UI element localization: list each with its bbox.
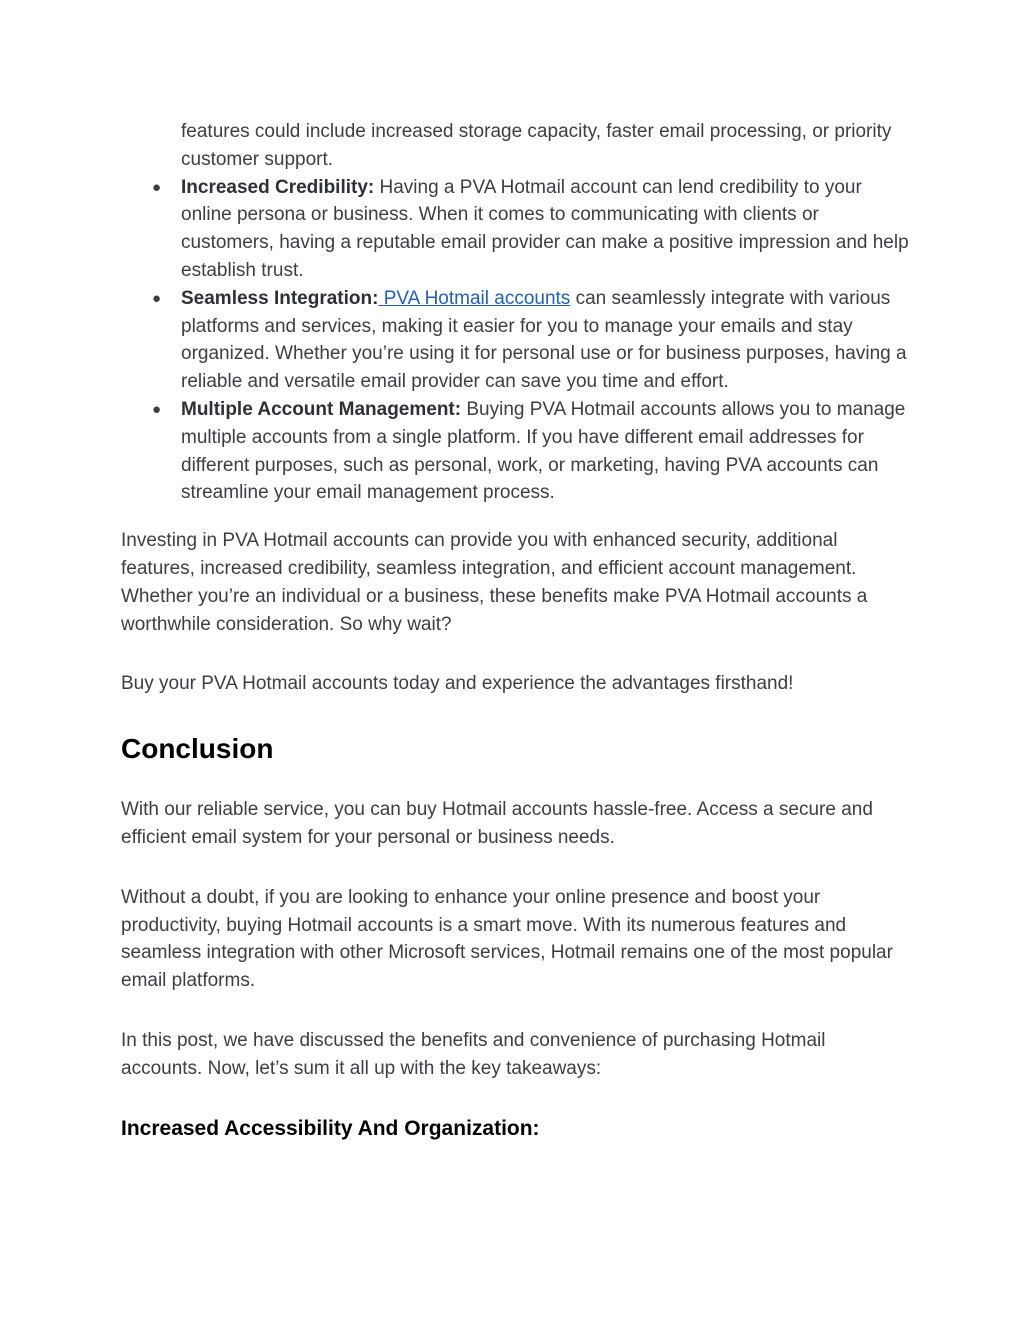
conclusion-heading: Conclusion [121, 733, 274, 765]
list-item [121, 396, 911, 507]
bullet-lead-in: Multiple Account Management: [181, 398, 462, 420]
pva-hotmail-accounts-link[interactable]: PVA Hotmail accounts [378, 287, 571, 309]
benefits-list [121, 174, 911, 508]
bullet-text: can seamlessly integrate with various platforms and services, making it easier for you to manage your emails and stay organized. Whether you’re using it for personal use or for business purposes, having a reliable and versatile email provider can save you time and effort. [181, 287, 907, 393]
bullet-text: Buying PVA Hotmail accounts allows you to manage multiple accounts from a single platform. If you have different email addresses for different purposes, such as personal, work, or marketing, having PVA accounts can streamline your email management process. [181, 398, 906, 504]
investing-paragraph: Investing in PVA Hotmail accounts can provide you with enhanced security, additional features, increased credibility, seamless integration, and efficient account management. Whether you’re an individual or a business, these benefits make PVA Hotmail accounts a worthwhile consideration. So why wait? [121, 530, 868, 635]
without-doubt-paragraph: Without a doubt, if you are looking to enhance your online presence and boost your productivity, buying Hotmail accounts is a smart move. With its numerous features and seamless integration with other Microsoft services, Hotmail remains one of the most popular email platforms. [121, 886, 893, 992]
bullet-dot-icon: ● [152, 178, 162, 196]
bullet-text: Having a PVA Hotmail account can lend credibility to your online persona or business. When it comes to communicating with clients or customers, having a reputable email provider can make a positive impression and help establish trust. [181, 176, 909, 281]
in-this-post-paragraph: In this post, we have discussed the benefits and convenience of purchasing Hotmail accounts. Now, let’s sum it all up with the key takeaways: [121, 1029, 826, 1079]
bullet-lead-in: Increased Credibility: [181, 176, 375, 198]
bullet-dot-icon: ● [152, 400, 162, 418]
list-item [121, 174, 911, 285]
list-item [121, 285, 911, 396]
accessibility-heading: Increased Accessibility And Organization: [121, 1116, 540, 1140]
document-page [121, 118, 911, 1143]
reliable-service-paragraph: With our reliable service, you can buy Hotmail accounts hassle-free. Access a secure and efficient email system for your personal or business needs. [121, 799, 873, 848]
bullet-lead-in: Seamless Integration: [181, 287, 379, 309]
bullet-dot-icon: ● [152, 289, 162, 307]
buy-paragraph: Buy your PVA Hotmail accounts today and experience the advantages firsthand! [121, 673, 794, 695]
bullet-continuation-text: features could include increased storage capacity, faster email processing, or priority customer support. [181, 121, 892, 170]
